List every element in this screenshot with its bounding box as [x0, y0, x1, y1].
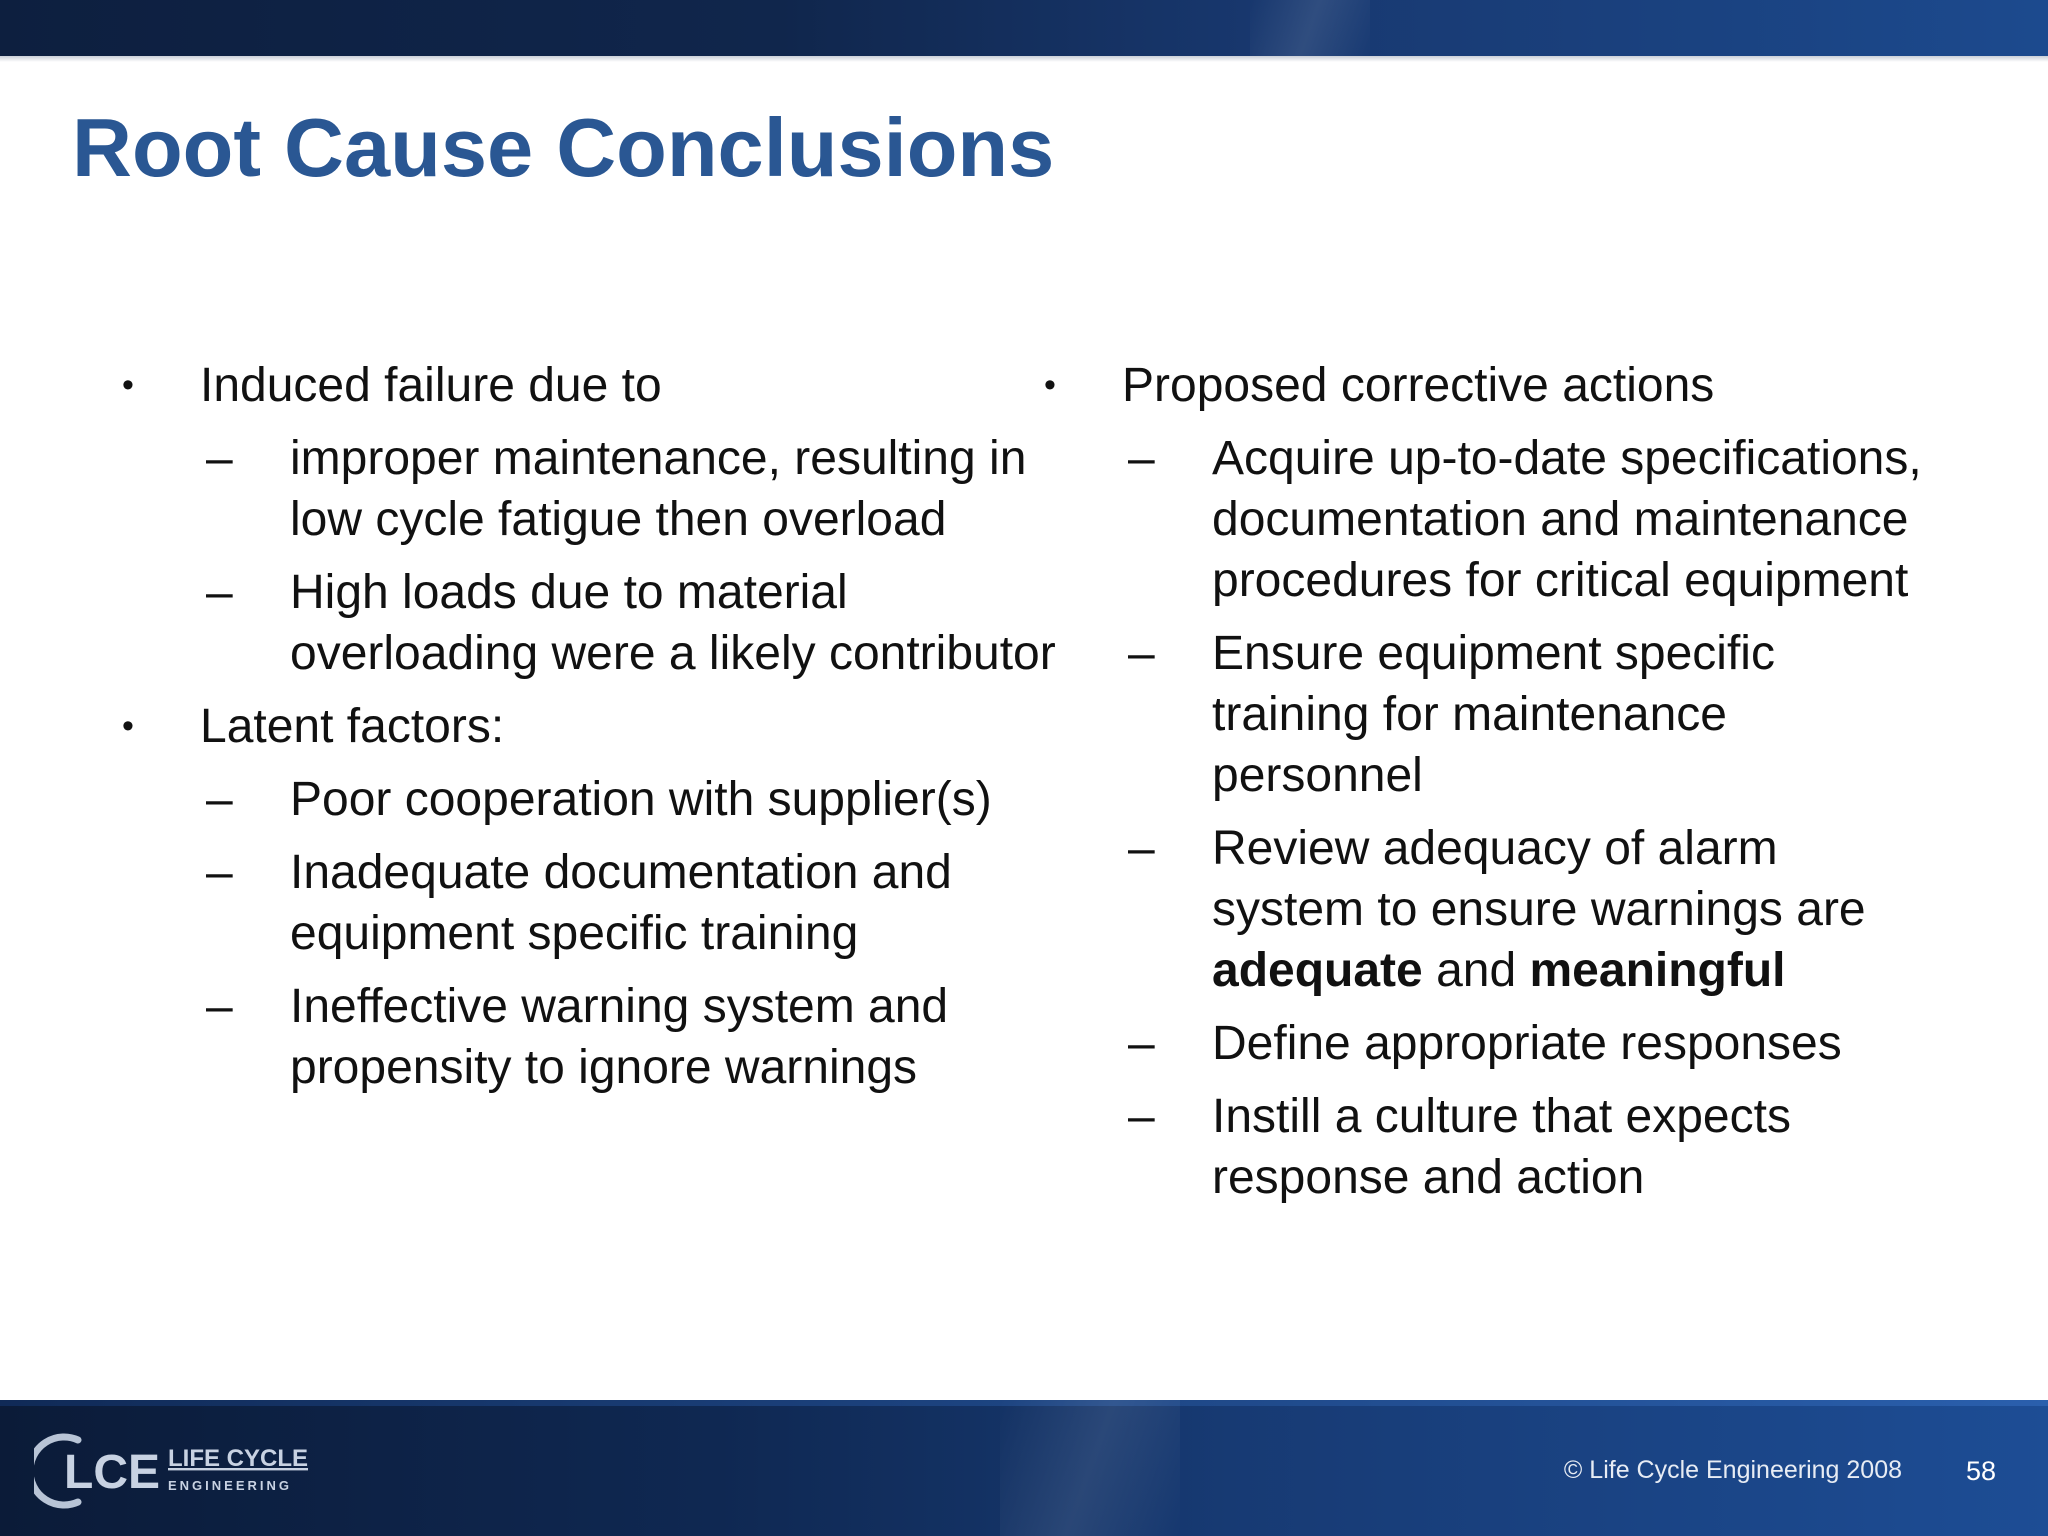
- sub-item: [1122, 428, 1942, 611]
- dash-icon: –: [206, 432, 233, 485]
- logo-line-2: ENGINEERING: [168, 1478, 293, 1493]
- right-column: [1038, 355, 1938, 1220]
- sub-item-text: Instill a culture that expects response and action: [1212, 1090, 1791, 1204]
- dash-icon: –: [1128, 1017, 1155, 1070]
- dash-icon: –: [206, 773, 233, 826]
- sub-item-text: Define appropriate responses: [1212, 1017, 1842, 1070]
- dash-icon: –: [1128, 822, 1155, 875]
- dash-icon: –: [206, 566, 233, 619]
- emphasis-adequate: adequate: [1212, 944, 1423, 997]
- sub-item-text: Ineffective warning system and propensity to ignore warnings: [290, 980, 949, 1094]
- sub-list: [1122, 428, 1938, 1208]
- dash-icon: –: [206, 980, 233, 1033]
- slide-title: Root Cause Conclusions: [72, 101, 1055, 194]
- bullet-item: [1038, 355, 1938, 1208]
- footer-bar: [0, 1400, 2048, 1536]
- dash-icon: –: [1128, 1090, 1155, 1143]
- sub-item-text: improper maintenance, resulting in low cycle fatigue then overload: [290, 432, 1027, 546]
- dash-icon: –: [1128, 627, 1155, 680]
- alarm-text-prefix: Review adequacy of alarm system to ensure warnings are: [1212, 822, 1866, 936]
- sub-item-text: High loads due to material overloading were a likely contributor: [290, 566, 1056, 680]
- header-bar: [0, 0, 2048, 56]
- company-logo: [34, 1430, 334, 1512]
- sub-list: [200, 769, 1016, 1098]
- sub-item: [1122, 623, 1942, 806]
- sub-item-text: Ensure equipment specific training for maintenance personnel: [1212, 627, 1775, 802]
- dash-icon: –: [1128, 432, 1155, 485]
- page-number: 58: [1965, 1456, 1996, 1486]
- sub-item-text: Acquire up-to-date specifications, documentation and maintenance procedures for critical equipment: [1212, 432, 1922, 607]
- alarm-text-middle: and: [1422, 944, 1530, 997]
- sub-item: [200, 976, 1070, 1098]
- copyright-text: © Life Cycle Engineering 2008: [1563, 1456, 1902, 1484]
- sub-item: [200, 562, 1070, 684]
- header-shadow: [0, 56, 2048, 62]
- sub-item: [1122, 1086, 1942, 1208]
- left-column: [116, 355, 1056, 1110]
- logo-mark: LCE: [64, 1446, 160, 1499]
- bullet-item: [116, 355, 1056, 684]
- bullet-text: Proposed corrective actions: [1122, 359, 1715, 412]
- sub-list: [200, 428, 1056, 684]
- bullet-icon: •: [122, 707, 134, 745]
- sub-item: [200, 428, 1070, 550]
- sub-item: [200, 842, 1070, 964]
- bullet-icon: •: [122, 366, 134, 404]
- bullet-icon: •: [1044, 366, 1056, 404]
- bullet-text: Latent factors:: [200, 700, 505, 753]
- footer-glow: [1000, 1400, 1180, 1536]
- bullet-item: [116, 696, 1016, 1098]
- sub-item-alarm: [1122, 818, 1942, 1001]
- emphasis-meaningful: meaningful: [1529, 944, 1786, 997]
- bullet-text: Induced failure due to: [200, 359, 662, 412]
- logo-line-1: LIFE CYCLE: [168, 1445, 309, 1472]
- dash-icon: –: [206, 846, 233, 899]
- sub-item: [200, 769, 1070, 830]
- sub-item-text: Inadequate documentation and equipment specific training: [290, 846, 952, 960]
- sub-item-text: Poor cooperation with supplier(s): [290, 773, 992, 826]
- sub-item: [1122, 1013, 1942, 1074]
